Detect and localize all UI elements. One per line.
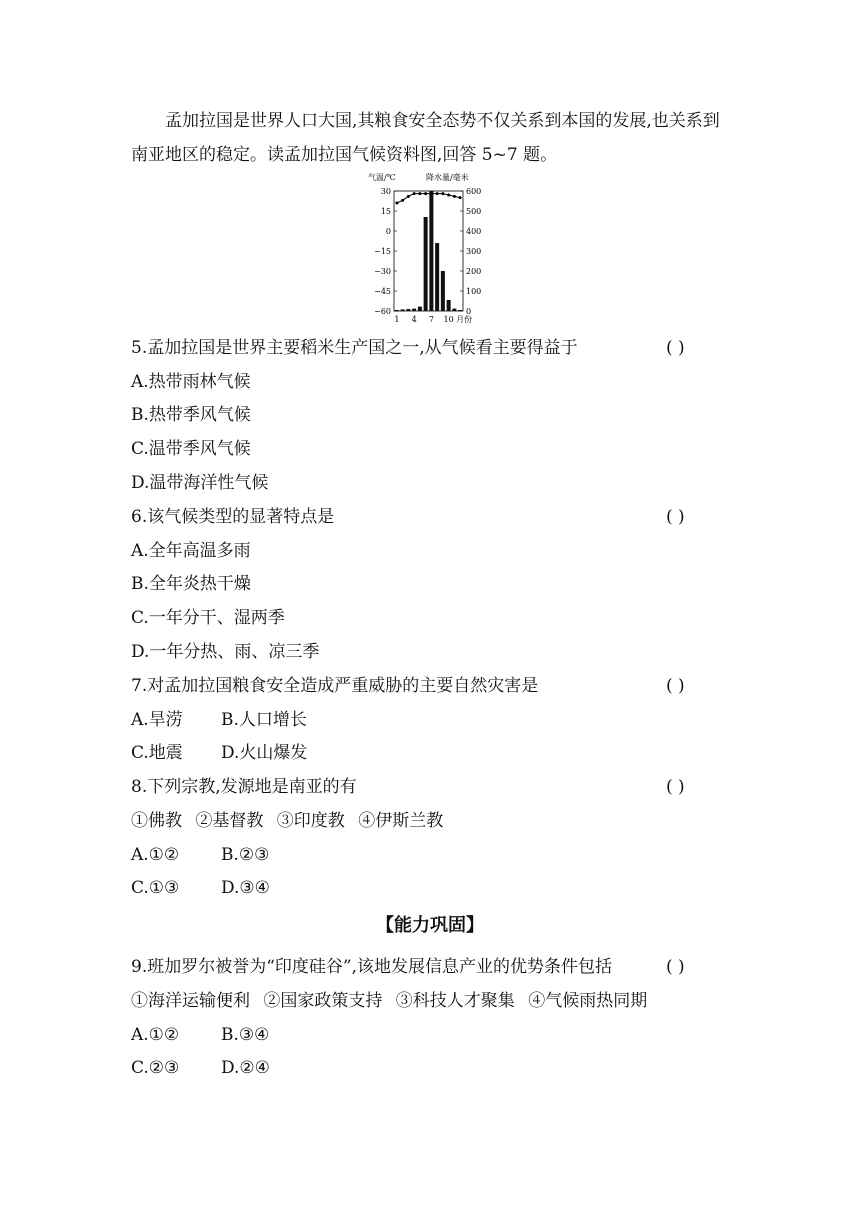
q7-option-b[interactable]: B.人口增长: [221, 710, 307, 730]
precip-axis-label: 降水量/毫米: [426, 173, 469, 182]
q5-answer-bracket[interactable]: ( ): [666, 338, 685, 358]
temperature-point: [395, 202, 398, 205]
precip-bar: [418, 307, 422, 311]
q9-option-b[interactable]: B.③④: [221, 1025, 270, 1045]
temp-tick-label: −15: [374, 247, 391, 256]
q7-stem: 7.对孟加拉国粮食安全造成严重威胁的主要自然灾害是: [131, 676, 539, 696]
precip-bar: [406, 309, 410, 311]
climate-chart: [360, 170, 495, 332]
q8-option-d[interactable]: D.③④: [221, 878, 270, 898]
temperature-point: [436, 192, 439, 195]
temp-tick-label: −45: [374, 287, 391, 296]
temperature-point: [418, 192, 421, 195]
precip-bar: [435, 243, 439, 311]
q7-option-d[interactable]: D.火山爆发: [221, 743, 308, 763]
q5-stem: 5.孟加拉国是世界主要稻米生产国之一,从气候看主要得益于: [131, 338, 578, 358]
temp-tick-label: −30: [374, 267, 391, 276]
q6-answer-bracket[interactable]: ( ): [666, 507, 685, 527]
q8-option-b[interactable]: B.②③: [221, 845, 270, 865]
q8-stem: 8.下列宗教,发源地是南亚的有: [131, 777, 357, 797]
q6-option-b[interactable]: B.全年炎热干燥: [131, 574, 251, 594]
precip-tick-label: 300: [466, 247, 482, 256]
temp-axis-label: 气温/℃: [368, 173, 396, 182]
temp-tick-label: 0: [385, 227, 391, 236]
temp-tick-label: 15: [380, 207, 391, 216]
q8-answer-bracket[interactable]: ( ): [666, 777, 685, 797]
q5-option-c[interactable]: C.温带季风气候: [131, 439, 251, 459]
q9-option-a[interactable]: A.①②: [131, 1025, 180, 1045]
temperature-point: [424, 192, 427, 195]
q6-option-a[interactable]: A.全年高温多雨: [131, 541, 251, 561]
temperature-point: [430, 192, 433, 195]
q7-option-a[interactable]: A.旱涝: [131, 710, 183, 730]
precip-bar: [424, 217, 428, 311]
precip-tick-label: 600: [466, 187, 482, 196]
q8-choices: ①佛教 ②基督教 ③印度教 ④伊斯兰教: [131, 811, 444, 831]
q6-option-c[interactable]: C.一年分干、湿两季: [131, 608, 285, 628]
plot-frame: [394, 191, 463, 311]
month-tick-label: 10: [443, 315, 454, 324]
q7-answer-bracket[interactable]: ( ): [666, 676, 685, 696]
temperature-point: [447, 194, 450, 197]
precip-tick-label: 400: [466, 227, 482, 236]
temperature-point: [413, 192, 416, 195]
precip-tick-label: 100: [466, 287, 482, 296]
q5-option-a[interactable]: A.热带雨林气候: [131, 372, 251, 392]
precip-bar: [401, 309, 405, 311]
q5-option-b[interactable]: B.热带季风气候: [131, 405, 251, 425]
precip-bar: [395, 310, 399, 311]
precip-tick-label: 500: [466, 207, 482, 216]
section-title: 【能力巩固】: [376, 915, 484, 936]
q6-option-d[interactable]: D.一年分热、雨、凉三季: [131, 642, 320, 662]
q9-answer-bracket[interactable]: ( ): [666, 957, 685, 977]
month-tick-label: 4: [411, 315, 417, 324]
temp-tick-label: 30: [380, 187, 391, 196]
precip-bar: [447, 300, 451, 311]
q8-option-a[interactable]: A.①②: [131, 845, 180, 865]
precip-bar: [429, 191, 433, 311]
month-tick-label: 7: [428, 315, 434, 324]
q9-option-c[interactable]: C.②③: [131, 1058, 180, 1078]
q9-option-d[interactable]: D.②④: [221, 1058, 270, 1078]
precip-tick-label: 200: [466, 267, 482, 276]
q8-option-c[interactable]: C.①③: [131, 878, 180, 898]
month-tick-label: 1: [394, 315, 400, 324]
q9-choices: ①海洋运输便利 ②国家政策支持 ③科技人才聚集 ④气候雨热同期: [131, 991, 648, 1011]
temperature-point: [459, 196, 462, 199]
precip-tick-label: 0: [466, 307, 472, 316]
q7-option-c[interactable]: C.地震: [131, 743, 183, 763]
temperature-point: [401, 199, 404, 202]
q5-option-d[interactable]: D.温带海洋性气候: [131, 473, 269, 493]
temp-tick-label: −60: [374, 307, 391, 316]
precip-bar: [458, 310, 462, 311]
precip-bar: [412, 309, 416, 311]
q9-stem: 9.班加罗尔被誉为“印度硅谷”,该地发展信息产业的优势条件包括: [131, 957, 613, 977]
month-unit-label: 月份: [456, 315, 473, 324]
intro-line-2: 南亚地区的稳定。读孟加拉国气候资料图,回答 5~7 题。: [131, 145, 558, 165]
temperature-point: [441, 192, 444, 195]
intro-line-1: 孟加拉国是世界人口大国,其粮食安全态势不仅关系到本国的发展,也关系到: [165, 111, 720, 131]
precip-bar: [452, 309, 456, 311]
q6-stem: 6.该气候类型的显著特点是: [131, 507, 335, 527]
temperature-line: [397, 194, 460, 203]
temperature-point: [453, 195, 456, 198]
temperature-point: [407, 195, 410, 198]
precip-bar: [441, 271, 445, 311]
